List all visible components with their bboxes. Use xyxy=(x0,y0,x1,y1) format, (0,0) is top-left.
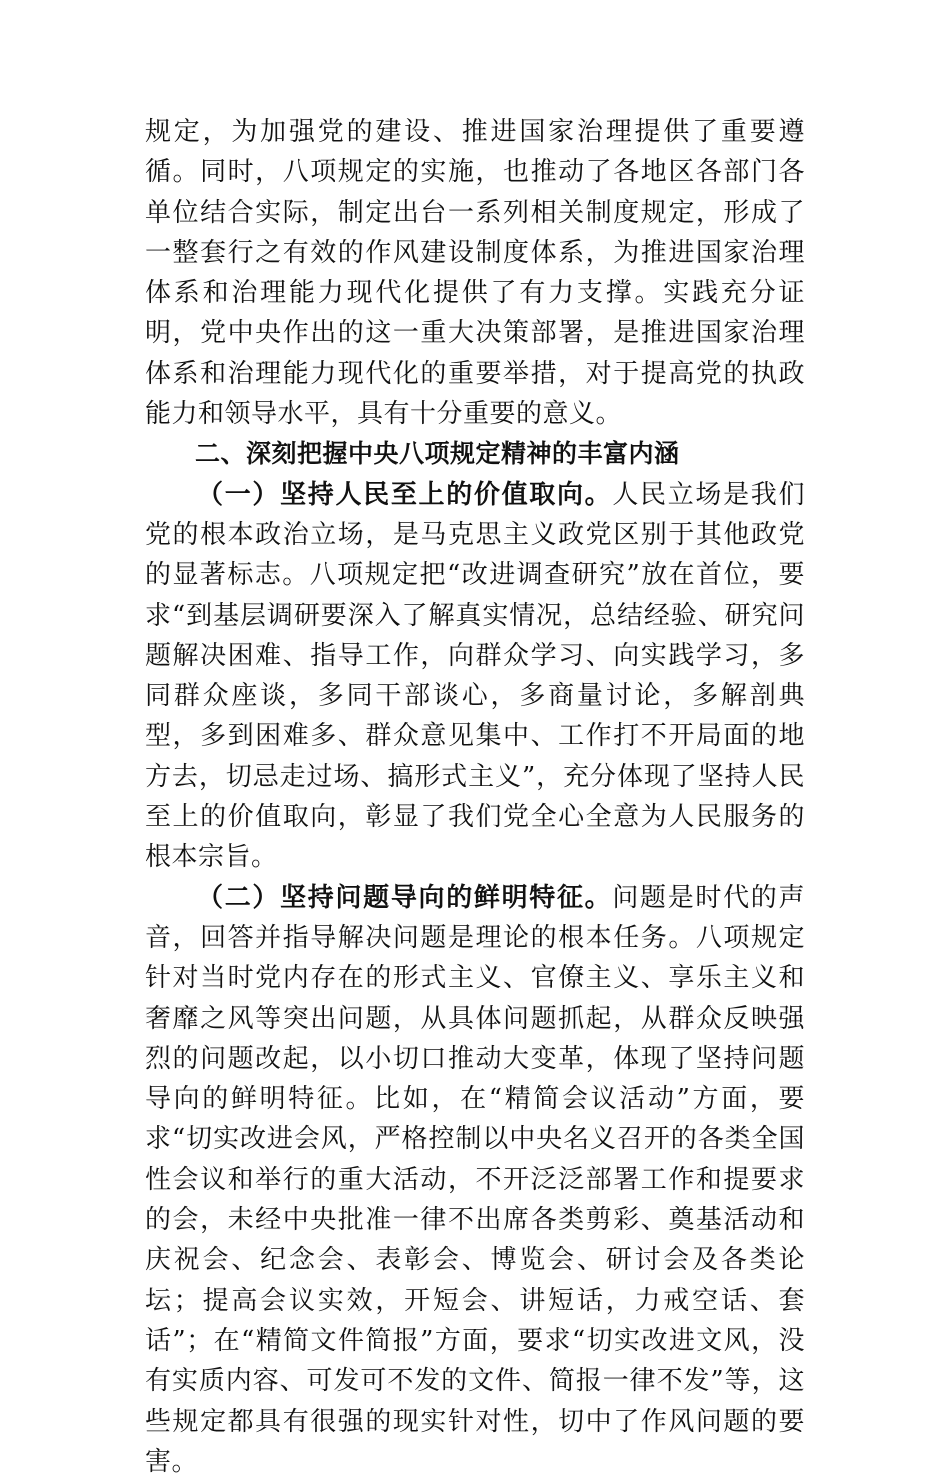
paragraph-problem-oriented xyxy=(145,878,805,1482)
paragraph-continuation: 规定，为加强党的建设、推进国家治理提供了重要遵循。同时，八项规定的实施，也推动了各地区各部门各单位结合实际，制定出台一系列相关制度规定，形成了一整套行之有效的作风建设制度体系，为推进国家治理体系和治理能力现代化提供了有力支撑。实践充分证明，党中央作出的这一重大决策部署，是推进国家治理体系和治理能力现代化的重要举措，对于提高党的执政能力和领导水平，具有十分重要的意义。 xyxy=(145,117,805,430)
paragraph-people-first xyxy=(145,475,805,878)
document-body xyxy=(145,112,805,1482)
paragraph-body-problem-oriented: 问题是时代的声音，回答并指导解决问题是理论的根本任务。八项规定针对当时党内存在的形式主义、官僚主义、享乐主义和奢靡之风等突出问题，从具体问题抓起，从群众反映强烈的问题改起，以小切口推动大变革，体现了坚持问题导向的鲜明特征。比如，在“精简会议活动”方面，要求“切实改进会风，严格控制以中央名义召开的各类全国性会议和举行的重大活动，不开泛泛部署工作和提要求的会，未经中央批准一律不出席各类剪彩、奠基活动和庆祝会、纪念会、表彰会、博览会、研讨会及各类论坛；提高会议实效，开短会、讲短话，力戒空话、套话”；在“精简文件简报”方面，要求“切实改进文风，没有实质内容、可发可不发的文件、简报一律不发”等，这些规定都具有很强的现实针对性，切中了作风问题的要害。 xyxy=(145,882,805,1477)
section-heading: 二、深刻把握中央八项规定精神的丰富内涵 xyxy=(195,439,680,469)
paragraph-lead-people-first: （一）坚持人民至上的价值取向。 xyxy=(197,479,613,510)
paragraph-lead-problem-oriented: （二）坚持问题导向的鲜明特征。 xyxy=(197,882,613,913)
paragraph-body-people-first: 人民立场是我们党的根本政治立场，是马克思主义政党区别于其他政党的显著标志。八项规定把“改进调查研究”放在首位，要求“到基层调研要深入了解真实情况，总结经验、研究问题解决困难、指导工作，向群众学习、向实践学习，多同群众座谈，多同干部谈心，多商量讨论，多解剖典型，多到困难多、群众意见集中、工作打不开局面的地方去，切忌走过场、搞形式主义”，充分体现了坚持人民至上的价值取向，彰显了我们党全心全意为人民服务的根本宗旨。 xyxy=(145,479,805,873)
